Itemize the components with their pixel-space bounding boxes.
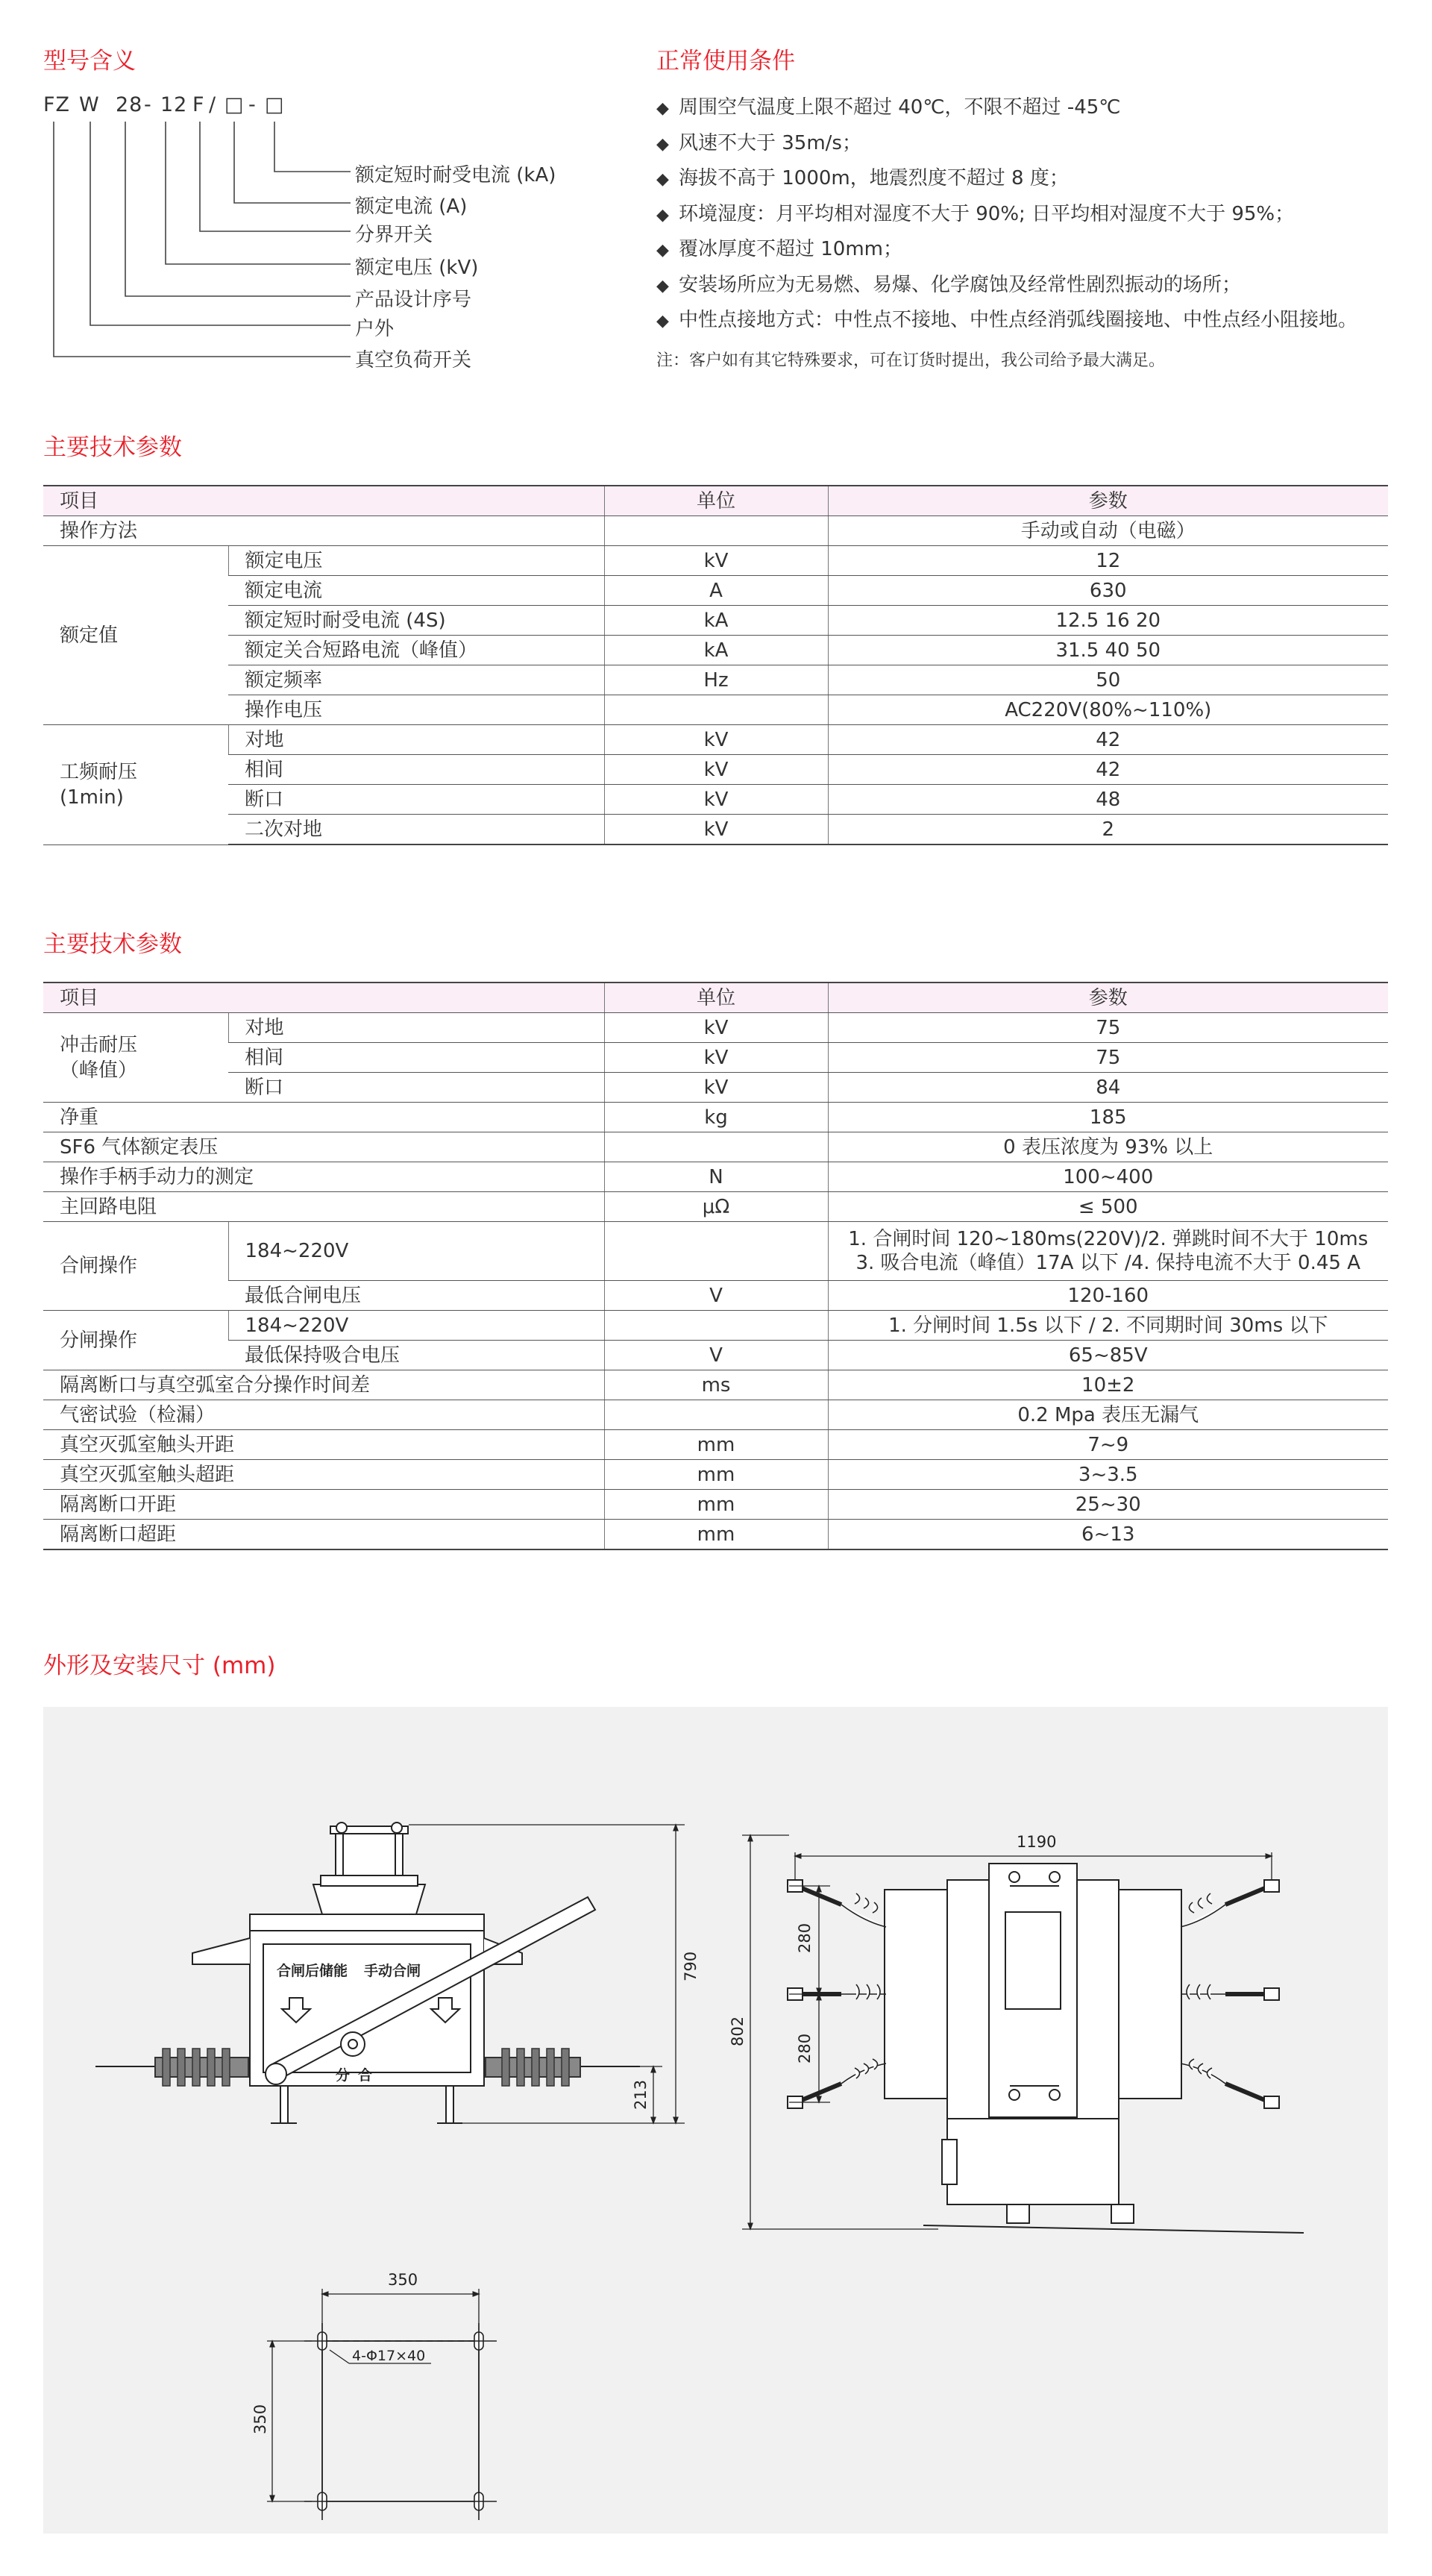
code-part: 28 [116, 93, 143, 116]
conditions-note: 注：客户如有其它特殊要求，可在订货时提出，我公司给予最大满足。 [656, 351, 1166, 370]
table-row: 冲击耐压 （峰值） 对地 kV 75 [43, 1013, 1388, 1043]
installation-drawing [43, 1707, 1388, 2533]
table-row: 隔离断口开距 mm 25~30 [43, 1490, 1388, 1520]
table-row: 相间 kV 75 [43, 1043, 1388, 1073]
header-unit: 单位 [604, 486, 828, 516]
conditions-list [656, 95, 1357, 343]
list-item: ◆ 覆冰厚度不超过 10mm； [656, 236, 1357, 272]
table-row: 隔离断口与真空弧室合分操作时间差 ms 10±2 [43, 1370, 1388, 1400]
table-row: 合闸操作 184~220V 1. 合闸时间 120~180ms(220V)/2. 弹跳时间不大于 10ms 3. 吸合电流（峰值）17A 以下 /4. 保持电流不大于 0.45 A [43, 1222, 1388, 1281]
table-row: 最低合闸电压 V 120-160 [43, 1281, 1388, 1311]
table-row: 额定短时耐受电流 (4S) kA 12.5 16 20 [43, 606, 1388, 636]
code-part: - [144, 93, 152, 116]
table-row: 气密试验（检漏） 0.2 Mpa 表压无漏气 [43, 1400, 1388, 1430]
code-part: 12 [160, 93, 188, 116]
model-legend-item: 产品设计序号 [355, 289, 472, 311]
model-legend-item: 真空负荷开关 [355, 349, 472, 372]
table-row: 净重 kg 185 [43, 1103, 1388, 1132]
front-panel-label-2: 手动合闸 [364, 1963, 421, 1979]
table-header-row [43, 486, 1388, 516]
dim-base-width-350: 350 [388, 2271, 418, 2289]
diamond-bullet-icon: ◆ [656, 99, 669, 118]
diamond-bullet-icon: ◆ [656, 276, 669, 295]
conditions-section-title: 正常使用条件 [656, 48, 795, 75]
code-part: W [79, 93, 100, 116]
diamond-bullet-icon: ◆ [656, 241, 669, 260]
table-row: 二次对地 kV 2 [43, 815, 1388, 845]
dim-height-802: 802 [729, 2016, 747, 2046]
table-row: 真空灭弧室触头超距 mm 3~3.5 [43, 1460, 1388, 1490]
dim-height-790: 790 [682, 1951, 700, 1981]
spec-table-1 [43, 485, 1388, 845]
table-row: 额定值 额定电压 kV 12 [43, 546, 1388, 576]
dim-base-height-350: 350 [251, 2404, 269, 2434]
drawing-svg [43, 1707, 1388, 2533]
list-item: ◆ 安装场所应为无易燃、易爆、化学腐蚀及经常性剧烈振动的场所； [656, 272, 1357, 308]
table-row: 断口 kV 84 [43, 1073, 1388, 1103]
spec-table-2 [43, 982, 1388, 1550]
dim-spacing-top-280: 280 [796, 1922, 814, 1953]
group-label-power-freq: 工频耐压 (1min) [43, 725, 228, 845]
model-legend-item: 户外 [355, 318, 395, 340]
code-part: - [248, 93, 257, 116]
group-label-close: 合闸操作 [43, 1222, 228, 1311]
table-row: 操作电压 AC220V(80%~110%) [43, 695, 1388, 725]
diamond-bullet-icon: ◆ [656, 134, 669, 154]
front-fen-label: 分 [336, 2067, 351, 2084]
table-row: 分闸操作 184~220V 1. 分闸时间 1.5s 以下 / 2. 不同期时间 30ms 以下 [43, 1311, 1388, 1341]
front-he-label: 合 [358, 2067, 373, 2084]
dim-spacing-bottom-280: 280 [796, 2033, 814, 2063]
front-panel-label-1: 合闸后储能 [277, 1963, 348, 1979]
table-header-row: 项目 单位 参数 [43, 983, 1388, 1013]
dim-width-1190: 1190 [1017, 1833, 1057, 1851]
code-part: □ [224, 93, 245, 116]
code-part: F [192, 93, 205, 116]
model-legend-item: 额定电压 (kV) [355, 257, 479, 279]
table-row: 操作方法 手动或自动（电磁） [43, 516, 1388, 546]
list-item: ◆ 周围空气温度上限不超过 40℃，不限不超过 -45℃ [656, 95, 1357, 131]
list-item: ◆ 中性点接地方式：中性点不接地、中性点经消弧线圈接地、中性点经小阻接地。 [656, 307, 1357, 343]
table-row: 操作手柄手动力的测定 N 100~400 [43, 1162, 1388, 1192]
list-item: ◆ 风速不大于 35m/s； [656, 131, 1357, 166]
list-item: ◆ 环境湿度：月平均相对湿度不大于 90%; 日平均相对湿度不大于 95%； [656, 201, 1357, 237]
table-row: 额定频率 Hz 50 [43, 665, 1388, 695]
group-label-impulse: 冲击耐压 （峰值） [43, 1013, 228, 1103]
side-view [742, 1835, 1304, 2233]
model-section-title: 型号含义 [43, 48, 136, 75]
model-legend-item: 分界开关 [355, 224, 433, 246]
table1-title: 主要技术参数 [43, 434, 182, 461]
group-label-rated: 额定值 [43, 546, 228, 725]
table-row: 相间 kV 42 [43, 755, 1388, 785]
table-row: 额定电流 A 630 [43, 576, 1388, 606]
list-item: ◆ 海拔不高于 1000m，地震烈度不超过 8 度； [656, 166, 1357, 201]
diamond-bullet-icon: ◆ [656, 312, 669, 330]
code-part: □ [265, 93, 285, 116]
model-code-leader-lines [0, 0, 597, 388]
table-row: 主回路电阻 μΩ ≤ 500 [43, 1192, 1388, 1222]
code-part: FZ [43, 93, 71, 116]
dim-base-213: 213 [632, 2079, 650, 2110]
code-part: / [209, 93, 217, 116]
table-row: 断口 kV 48 [43, 785, 1388, 815]
group-label-open: 分闸操作 [43, 1311, 228, 1370]
table-row: 最低保持吸合电压 V 65~85V [43, 1341, 1388, 1370]
drawing-section-title: 外形及安装尺寸 (mm) [43, 1652, 276, 1679]
header-item: 项目 [43, 486, 604, 516]
table2-title: 主要技术参数 [43, 931, 182, 958]
table-row: 真空灭弧室触头开距 mm 7~9 [43, 1430, 1388, 1460]
table-row: 额定关合短路电流（峰值） kA 31.5 40 50 [43, 636, 1388, 665]
hole-spec-label: 4-Φ17×40 [352, 2348, 426, 2364]
table-row: 工频耐压 (1min) 对地 kV 42 [43, 725, 1388, 755]
table-row: 隔离断口超距 mm 6~13 [43, 1520, 1388, 1550]
table-row: SF6 气体额定表压 0 表压浓度为 93% 以上 [43, 1132, 1388, 1162]
model-legend-item: 额定短时耐受电流 (kA) [355, 164, 556, 187]
model-legend-item: 额定电流 (A) [355, 195, 468, 218]
header-value: 参数 [828, 486, 1388, 516]
diamond-bullet-icon: ◆ [656, 205, 669, 225]
base-view [267, 2289, 497, 2520]
diamond-bullet-icon: ◆ [656, 170, 669, 189]
